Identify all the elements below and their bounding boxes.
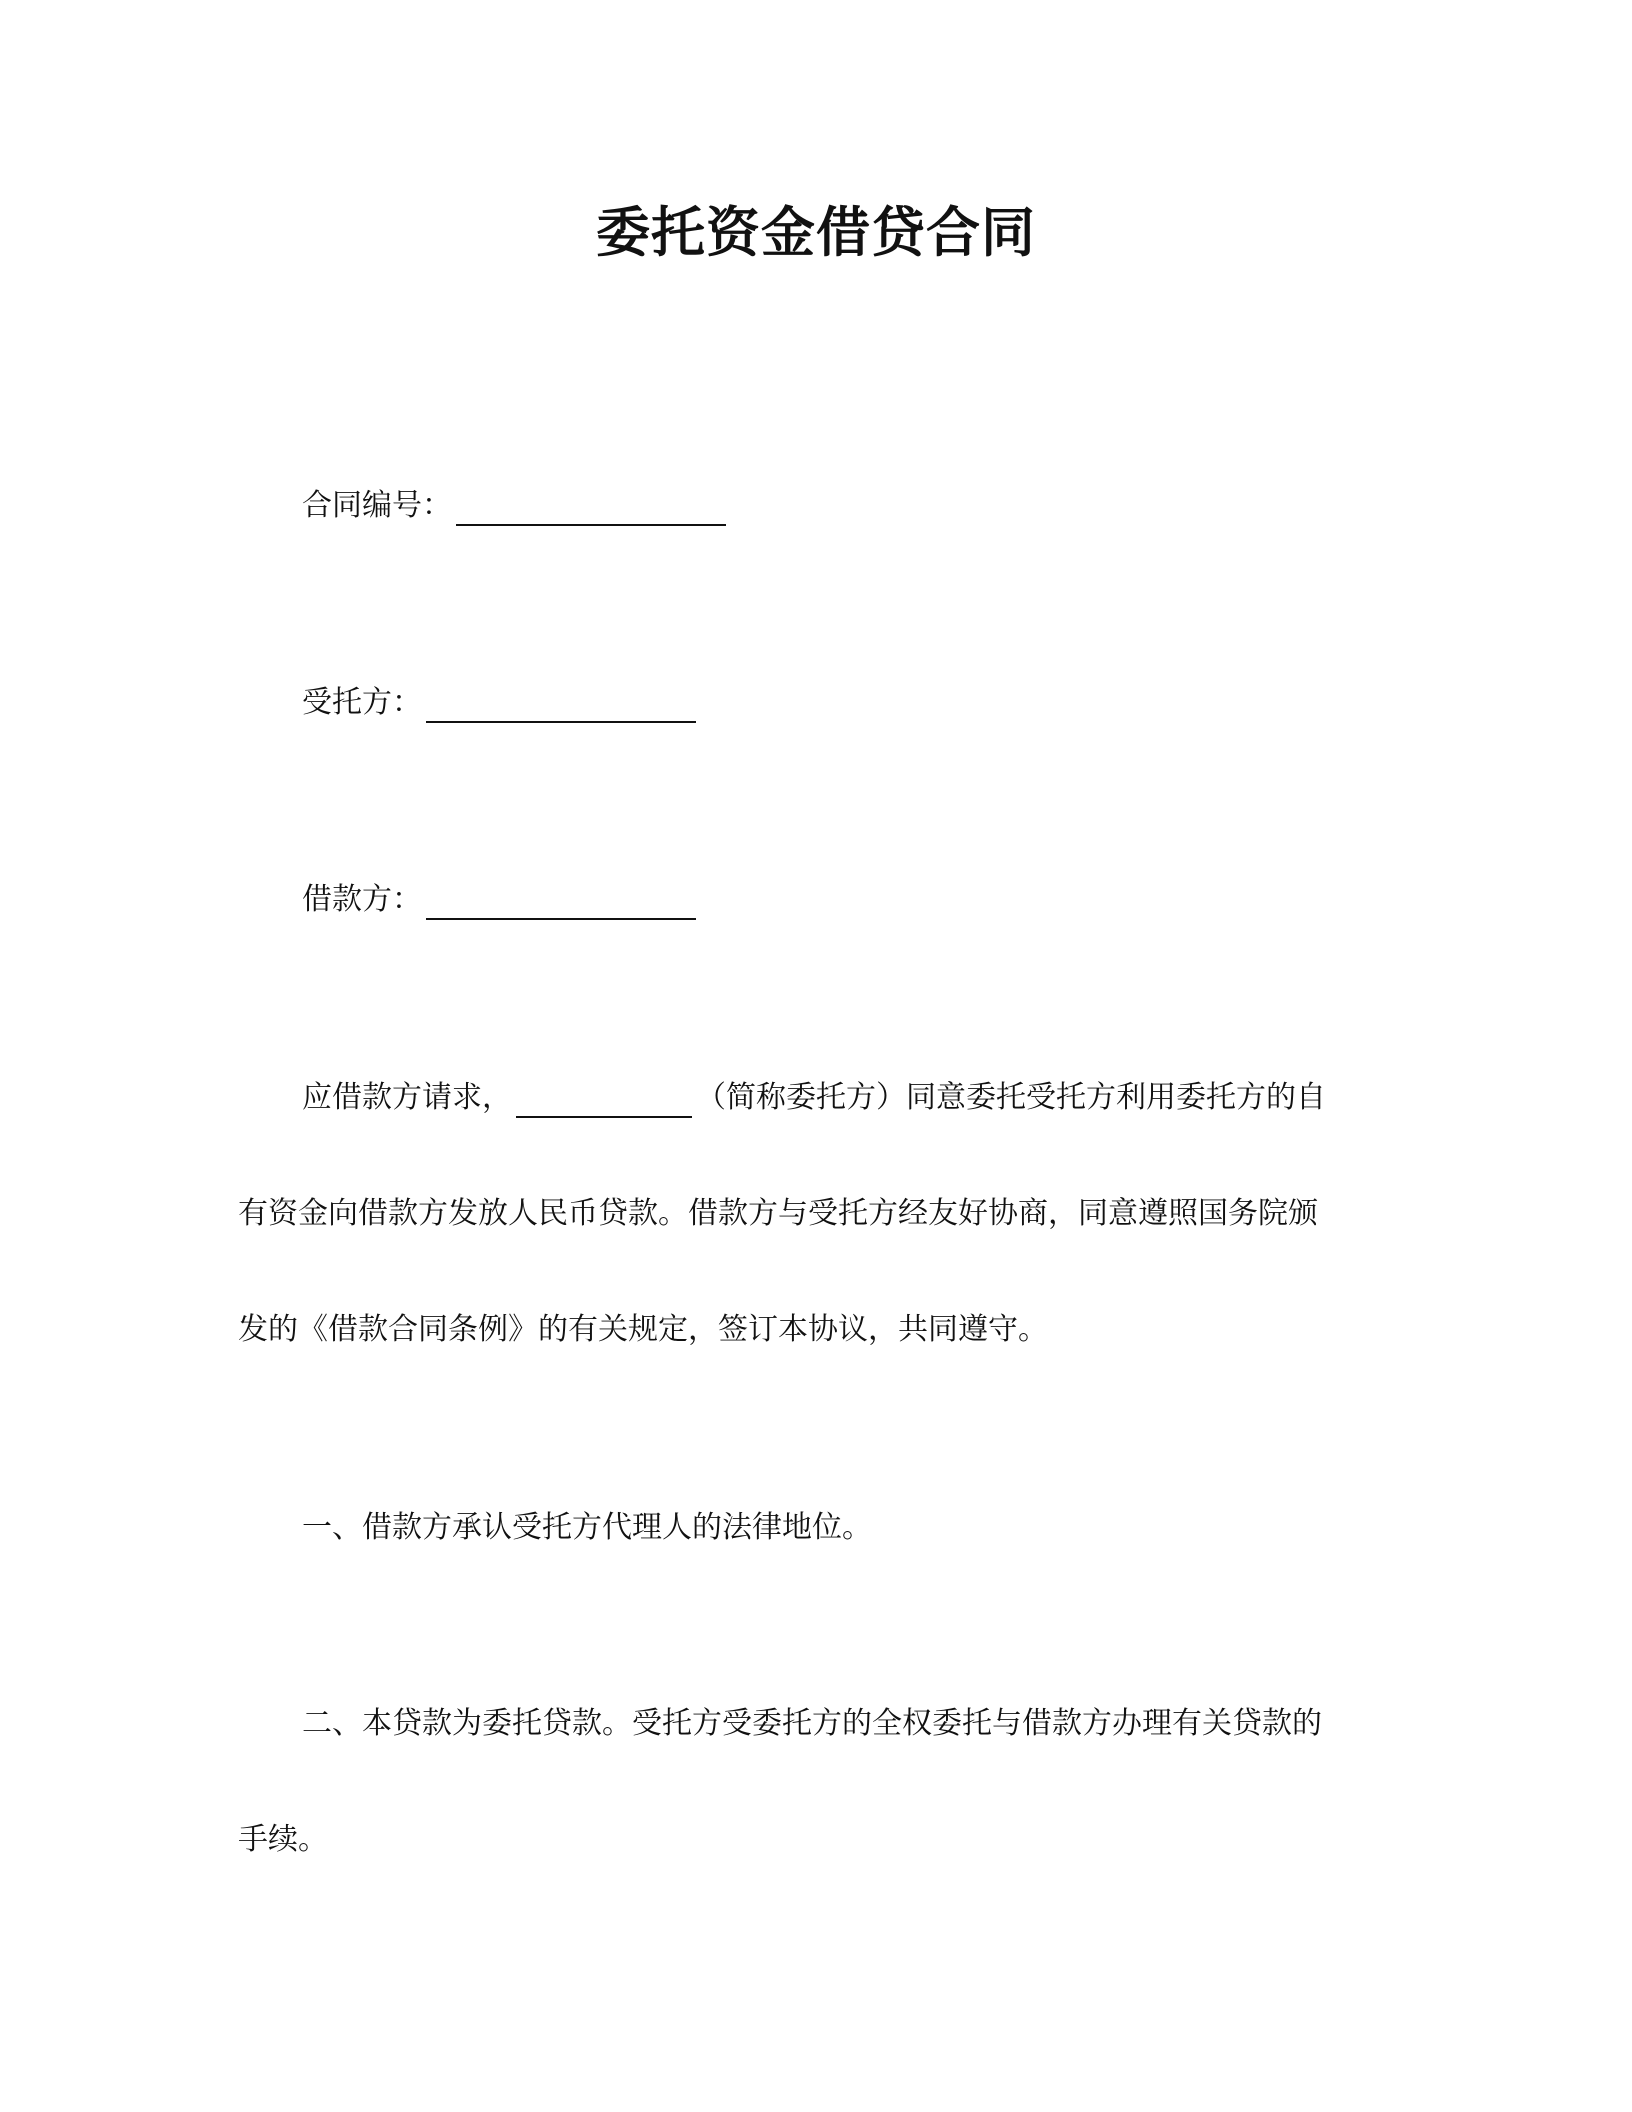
contract-number-field [302,486,726,526]
contract-number-label: 合同编号： [302,488,452,523]
trustee-field [302,683,696,723]
borrower-field [302,880,696,920]
intro-line-3: 发的《借款合同条例》的有关规定，签订本协议，共同遵守。 [238,1312,1048,1347]
intro-line-1-after: （简称委托方）同意委托受托方利用委托方的自 [696,1080,1326,1115]
trustee-blank[interactable] [426,685,696,723]
contract-number-blank[interactable] [456,488,726,526]
document-title: 委托资金借贷合同 [596,201,1036,264]
borrower-label: 借款方： [302,882,422,917]
entrusting-party-blank[interactable] [516,1082,692,1118]
intro-line-1-before: 应借款方请求， [302,1080,512,1115]
clause-two-line-1: 二、本贷款为委托贷款。受托方受委托方的全权委托与借款方办理有关贷款的 [302,1706,1322,1741]
trustee-label: 受托方： [302,685,422,720]
intro-line-2: 有资金向借款方发放人民币贷款。借款方与受托方经友好协商，同意遵照国务院颁 [238,1196,1318,1231]
borrower-blank[interactable] [426,882,696,920]
intro-line-1 [302,1078,1326,1118]
clause-two-line-2: 手续。 [238,1822,328,1857]
clause-one-line: 一、借款方承认受托方代理人的法律地位。 [302,1510,872,1545]
